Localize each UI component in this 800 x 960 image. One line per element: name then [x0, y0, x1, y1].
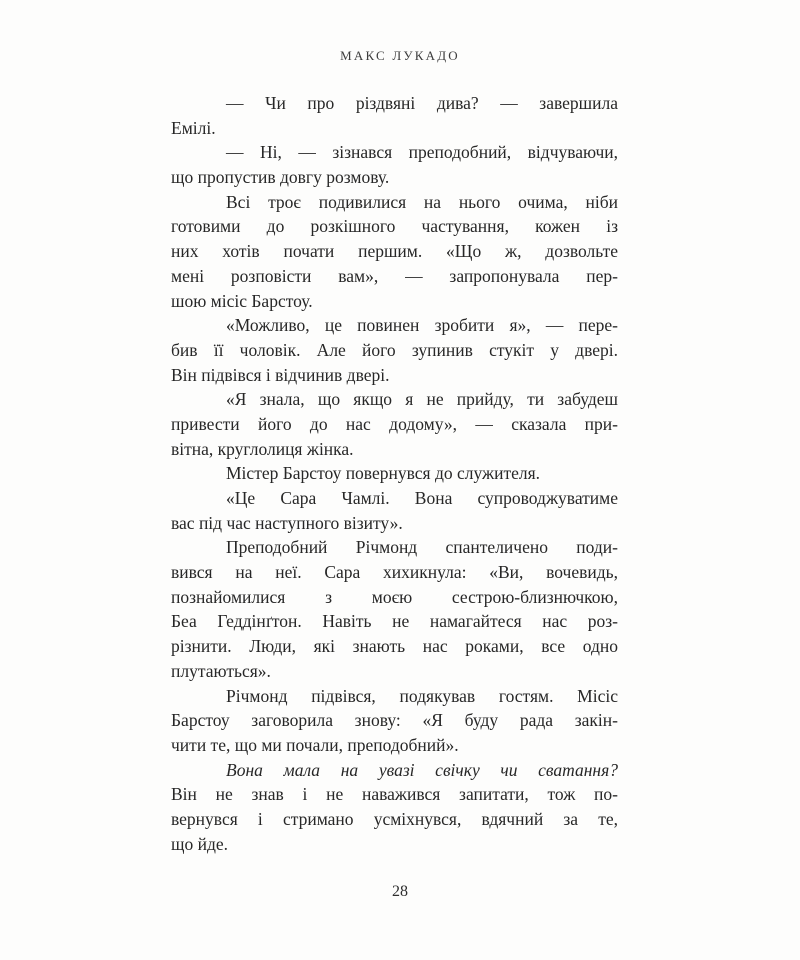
paragraph — [171, 91, 618, 140]
text-line: Він не знав і не наважився запитати, тож по- — [171, 784, 618, 805]
text-line: Емілі. — [171, 117, 216, 138]
text-line: чити те, що ми почали, преподобний». — [171, 734, 459, 755]
running-head: МАКС ЛУКАДО — [340, 48, 460, 63]
text-line: вернувся і стримано усміхнувся, вдячний за те, — [171, 808, 618, 829]
paragraph — [171, 486, 618, 535]
text-line: них хотів почати першим. «Що ж, дозвольте — [171, 241, 618, 262]
text-line: Всі троє подивилися на нього очима, ніби — [226, 191, 618, 212]
text-line: вився на неї. Сара хихикнула: «Ви, вочевидь, — [171, 562, 618, 583]
text-line: «Це Сара Чамлі. Вона супроводжуватиме — [226, 488, 618, 508]
page-number: 28 — [392, 883, 408, 900]
paragraph — [171, 313, 618, 387]
text-line: Преподобний Річмонд спантеличено поди- — [226, 537, 618, 558]
text-line: шою місіс Барстоу. — [171, 290, 313, 311]
text-line: різнити. Люди, які знають нас роками, все одно — [171, 636, 618, 657]
text-line: мені розповісти вам», — запропонувала пер- — [171, 265, 618, 286]
text-line: бив її чоловік. Але його зупинив стукіт у двері. — [171, 339, 618, 360]
text-line: — Чи про різдвяні дива? — завершила — [226, 93, 618, 113]
text-line: вас під час наступного візиту». — [171, 512, 403, 533]
text-line: вітна, круглолиця жінка. — [171, 438, 354, 459]
text-line: «Я знала, що якщо я не прийду, ти забудеш — [226, 389, 618, 410]
text-line: Вона мала на увазі свічку чи сватання? — [226, 759, 618, 780]
paragraph — [171, 387, 618, 461]
text-line: плутаються». — [171, 660, 271, 681]
text-line: готовими до розкішного частування, кожен із — [171, 216, 618, 237]
paragraph — [171, 140, 618, 189]
text-line: Він підвівся і відчинив двері. — [171, 364, 390, 385]
text-line: що йде. — [171, 833, 229, 854]
text-line: «Можливо, це повинен зробити я», — пере- — [226, 315, 618, 336]
paragraph — [171, 684, 618, 758]
paragraph — [171, 535, 618, 683]
text-line: познайомилися з моєю сестрою-близнючкою, — [171, 586, 618, 607]
text-block — [171, 91, 618, 856]
text-line: Барстоу заговорила знову: «Я буду рада закін- — [171, 710, 618, 731]
text-line: — Ні, — зізнався преподобний, відчуваючи, — [226, 142, 618, 163]
text-line: привести його до нас додому», — сказала при- — [171, 413, 618, 434]
paragraph — [171, 461, 618, 486]
paragraph — [171, 190, 618, 313]
text-line: Містер Барстоу повернувся до служителя. — [226, 463, 541, 484]
text-line: Беа Геддінґтон. Навіть не намагайтеся нас роз- — [171, 611, 618, 632]
text-line: що пропустив довгу розмову. — [171, 167, 390, 188]
text-line: Річмонд підвівся, подякував гостям. Місіс — [226, 685, 618, 706]
paragraph — [171, 758, 618, 857]
